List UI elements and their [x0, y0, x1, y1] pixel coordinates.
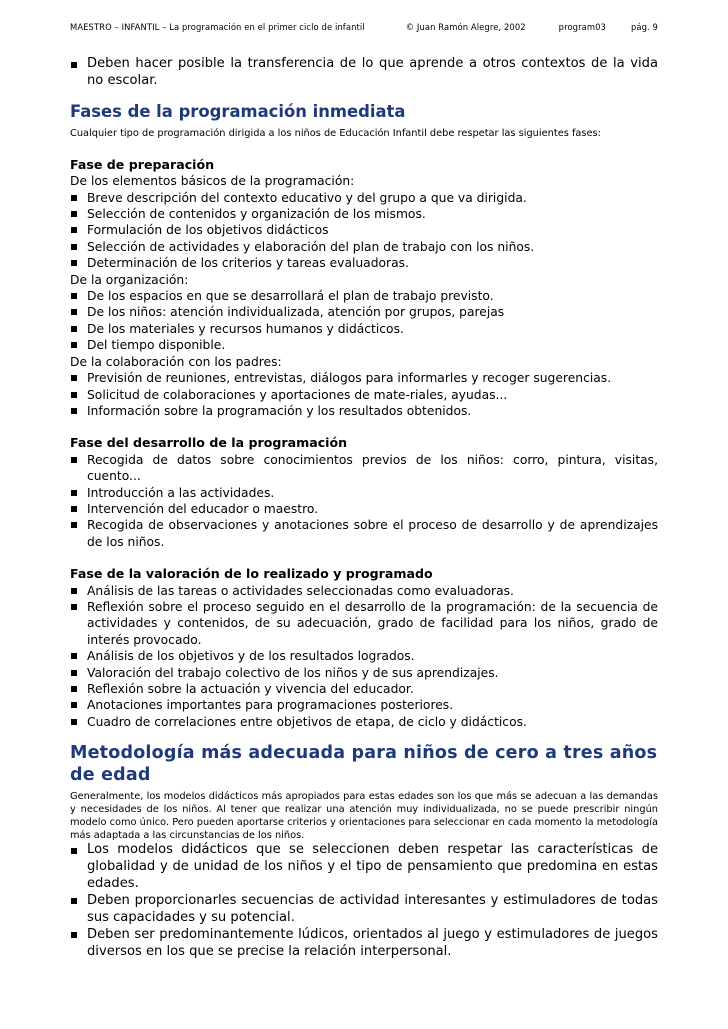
list-item: De los espacios en que se desarrollará el plan de trabajo previsto. — [70, 288, 658, 304]
fase-preparacion-title: Fase de preparación — [70, 156, 215, 172]
fase-valoracion-title: Fase de la valoración de lo realizado y programado — [70, 566, 433, 582]
list-item: Recogida de datos sobre conocimientos previos de los niños: corro, pintura, visitas, cuento... — [70, 452, 658, 485]
running-header — [70, 22, 658, 38]
list-item: Cuadro de correlaciones entre objetivos de etapa, de ciclo y didácticos. — [70, 714, 658, 730]
list-item: Los modelos didácticos que se seleccionen deben respetar las características de globalidad y de unidad de los niños y el tipo de pensamiento que predomina en estas edades. — [70, 842, 658, 893]
list-item: Introducción a las actividades. — [70, 485, 658, 501]
list-item: Determinación de los criterios y tareas evaluadoras. — [70, 255, 658, 271]
preparacion-padres-list — [70, 370, 658, 419]
list-item: Información sobre la programación y los resultados obtenidos. — [70, 403, 658, 419]
list-item: Solicitud de colaboraciones y aportaciones de mate-riales, ayudas... — [70, 387, 658, 403]
preparacion-organizacion-list — [70, 288, 658, 354]
fase-desarrollo-title: Fase del desarrollo de la programación — [70, 435, 348, 451]
list-item: Breve descripción del contexto educativo y del grupo a que va dirigida. — [70, 190, 658, 206]
list-item: Anotaciones importantes para programaciones posteriores. — [70, 697, 658, 713]
list-item: Selección de actividades y elaboración del plan de trabajo con los niños. — [70, 239, 658, 255]
header-page-number: pág. 9 — [630, 22, 658, 32]
list-item: Previsión de reuniones, entrevistas, diálogos para informarles y recoger sugerencias. — [70, 370, 658, 386]
list-item: Formulación de los objetivos didácticos — [70, 222, 658, 238]
header-file: program03 — [558, 22, 606, 32]
desarrollo-list — [70, 452, 658, 550]
list-item: Intervención del educador o maestro. — [70, 501, 658, 517]
list-item: Análisis de las tareas o actividades seleccionadas como evaluadoras. — [70, 583, 658, 599]
list-item: De los niños: atención individualizada, atención por grupos, parejas — [70, 304, 658, 320]
preparacion-elementos-list — [70, 190, 658, 272]
top-bullet-list — [70, 56, 658, 90]
list-item: Reflexión sobre el proceso seguido en el desarrollo de la programación: de la secuencia de actividades y contenidos, de su adecuación, grado de facilidad para los niños, grado de interés provocado. — [70, 599, 658, 648]
list-item: Reflexión sobre la actuación y vivencia del educador. — [70, 681, 658, 697]
group-label: De la organización: — [70, 272, 189, 287]
list-item: Del tiempo disponible. — [70, 337, 658, 353]
list-item: Recogida de observaciones y anotaciones sobre el proceso de desarrollo y de aprendizajes de los niños. — [70, 517, 658, 550]
list-item: Valoración del trabajo colectivo de los niños y de sus aprendizajes. — [70, 665, 658, 681]
metodologia-intro: Generalmente, los modelos didácticos más apropiados para estas edades son los que más se adecuan a las demandas y necesidades de los niños. Al tener que realizar una atención muy individualizada, no se puede prescribir ningún modelo como único. Pero pueden aportarse criterios y orientaciones para seleccionar en cada momento la metodología más adaptada a las circunstancias de los niños. — [70, 791, 658, 842]
header-author: © Juan Ramón Alegre, 2002 — [405, 22, 526, 32]
valoracion-list — [70, 583, 658, 731]
fases-intro: Cualquier tipo de programación dirigida a los niños de Educación Infantil debe respetar las siguientes fases: — [70, 127, 601, 139]
list-item: Deben ser predominantemente lúdicos, orientados al juego y estimuladores de juegos diversos en los que se precise la relación interpersonal. — [70, 927, 658, 961]
list-item: Análisis de los objetivos y de los resultados logrados. — [70, 648, 658, 664]
group-label: De los elementos básicos de la programación: — [70, 174, 355, 189]
list-item: Deben hacer posible la transferencia de lo que aprende a otros contextos de la vida no escolar. — [70, 56, 658, 90]
list-item: De los materiales y recursos humanos y didácticos. — [70, 321, 658, 337]
list-item: Deben proporcionarles secuencias de actividad interesantes y estimuladores de todas sus capacidades y su potencial. — [70, 893, 658, 927]
header-title: MAESTRO – INFANTIL – La programación en el primer ciclo de infantil — [70, 22, 365, 32]
group-label: De la colaboración con los padres: — [70, 354, 282, 369]
section-title-metodologia: Metodología más adecuada para niños de cero a tres años de edad — [70, 743, 658, 786]
metodologia-list — [70, 842, 658, 960]
section-title-fases: Fases de la programación inmediata — [70, 101, 406, 121]
list-item: Selección de contenidos y organización de los mismos. — [70, 206, 658, 222]
